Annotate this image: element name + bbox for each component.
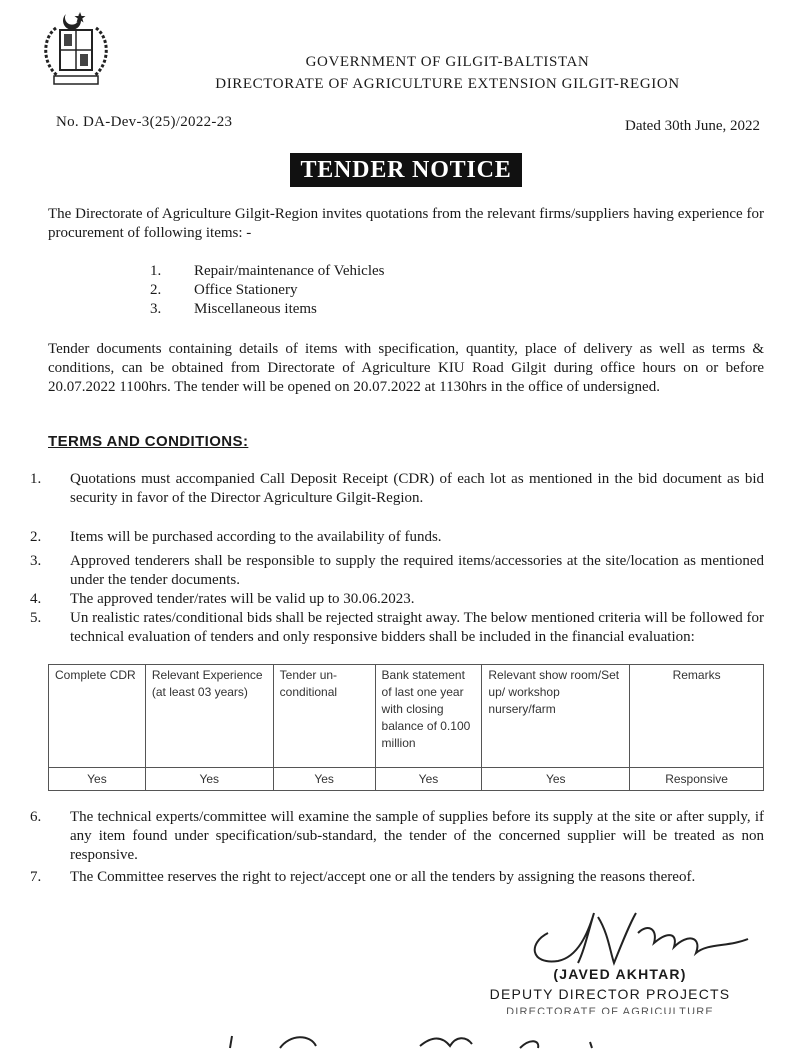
term-text: The technical experts/committee will examine the sample of supplies before its supply at the site or after supply, if any item found under specification/sub-standard, the tender of the concerned supplier will be treated as non responsive. bbox=[70, 809, 764, 863]
table-header-cell: Relevant show room/Set up/ workshop nursery/farm bbox=[482, 665, 630, 768]
page-title: TENDER NOTICE bbox=[290, 153, 522, 187]
table-header-cell: Relevant Experience (at least 03 years) bbox=[145, 665, 273, 768]
term-number: 1. bbox=[30, 471, 42, 487]
table-cell: Yes bbox=[375, 768, 482, 791]
item-text: Miscellaneous items bbox=[194, 301, 317, 317]
table-cell: Responsive bbox=[630, 768, 764, 791]
header-government: GOVERNMENT OF GILGIT-BALTISTAN bbox=[305, 54, 590, 70]
item-number: 2. bbox=[150, 282, 162, 298]
item-text: Repair/maintenance of Vehicles bbox=[194, 263, 385, 279]
term-item bbox=[30, 470, 764, 508]
term-number: 6. bbox=[30, 809, 42, 825]
term-number: 4. bbox=[30, 591, 42, 607]
table-header-cell: Remarks bbox=[630, 665, 764, 768]
term-text: Quotations must accompanied Call Deposit Receipt (CDR) of each lot as mentioned in the bid document as bid security in favor of the Director Agriculture Gilgit-Region. bbox=[70, 471, 764, 506]
term-item bbox=[30, 868, 764, 887]
table-header-row bbox=[49, 665, 764, 768]
documents-paragraph: Tender documents containing details of items with specification, quantity, place of delivery as well as terms & conditions, can be obtained from Directorate of Agriculture KIU Road Gilgit during office hours on or before 20.07.2022 1100hrs. The tender will be opened on 20.07.2022 at 1130hrs in the office of undersigned. bbox=[48, 341, 764, 395]
term-number: 5. bbox=[30, 610, 42, 626]
item-number: 3. bbox=[150, 301, 162, 317]
notice-date: Dated 30th June, 2022 bbox=[625, 118, 760, 134]
terms-heading: TERMS AND CONDITIONS: bbox=[48, 433, 249, 450]
term-item bbox=[30, 590, 764, 609]
list-item bbox=[150, 300, 384, 319]
handwriting-mark-icon bbox=[220, 1030, 660, 1049]
signatory-name: (JAVED AKHTAR) bbox=[553, 966, 687, 982]
term-text: The approved tender/rates will be valid up to 30.06.2023. bbox=[70, 591, 415, 607]
table-header-cell: Complete CDR bbox=[49, 665, 146, 768]
item-text: Office Stationery bbox=[194, 282, 298, 298]
table-cell: Yes bbox=[145, 768, 273, 791]
header-directorate: DIRECTORATE OF AGRICULTURE EXTENSION GILGIT-REGION bbox=[215, 76, 680, 92]
term-item bbox=[30, 808, 764, 865]
reference-number: No. DA-Dev-3(25)/2022-23 bbox=[56, 114, 233, 130]
term-number: 2. bbox=[30, 529, 42, 545]
signature-icon bbox=[518, 903, 758, 975]
term-number: 7. bbox=[30, 869, 42, 885]
term-text: Un realistic rates/conditional bids shall be rejected straight away. The below mentioned criteria will be followed for technical evaluation of tenders and only responsive bidders shall be included in the financial evaluation: bbox=[70, 610, 764, 645]
term-text: Approved tenderers shall be responsible to supply the required items/accessories at the site/location as mentioned under the tender documents. bbox=[70, 553, 764, 588]
table-header-cell: Tender un-conditional bbox=[273, 665, 375, 768]
term-item bbox=[30, 609, 764, 647]
table-cell: Yes bbox=[49, 768, 146, 791]
term-text: Items will be purchased according to the availability of funds. bbox=[70, 529, 442, 545]
term-item bbox=[30, 528, 764, 547]
term-text: The Committee reserves the right to reject/accept one or all the tenders by assigning the reasons thereof. bbox=[70, 869, 696, 885]
evaluation-criteria-table bbox=[48, 664, 764, 791]
term-number: 3. bbox=[30, 553, 42, 569]
table-row bbox=[49, 768, 764, 791]
item-number: 1. bbox=[150, 263, 162, 279]
list-item bbox=[150, 262, 384, 281]
intro-paragraph: The Directorate of Agriculture Gilgit-Region invites quotations from the relevant firms/suppliers having experience for procurement of following items: - bbox=[48, 206, 764, 241]
items-list bbox=[150, 262, 384, 319]
term-item bbox=[30, 552, 764, 590]
table-cell: Yes bbox=[482, 768, 630, 791]
list-item bbox=[150, 281, 384, 300]
signatory-designation: DEPUTY DIRECTOR PROJECTS bbox=[489, 986, 731, 1002]
table-cell: Yes bbox=[273, 768, 375, 791]
signatory-directorate: DIRECTORATE OF AGRICULTURE bbox=[506, 1006, 714, 1014]
table-header-cell: Bank statement of last one year with closing balance of 0.100 million bbox=[375, 665, 482, 768]
